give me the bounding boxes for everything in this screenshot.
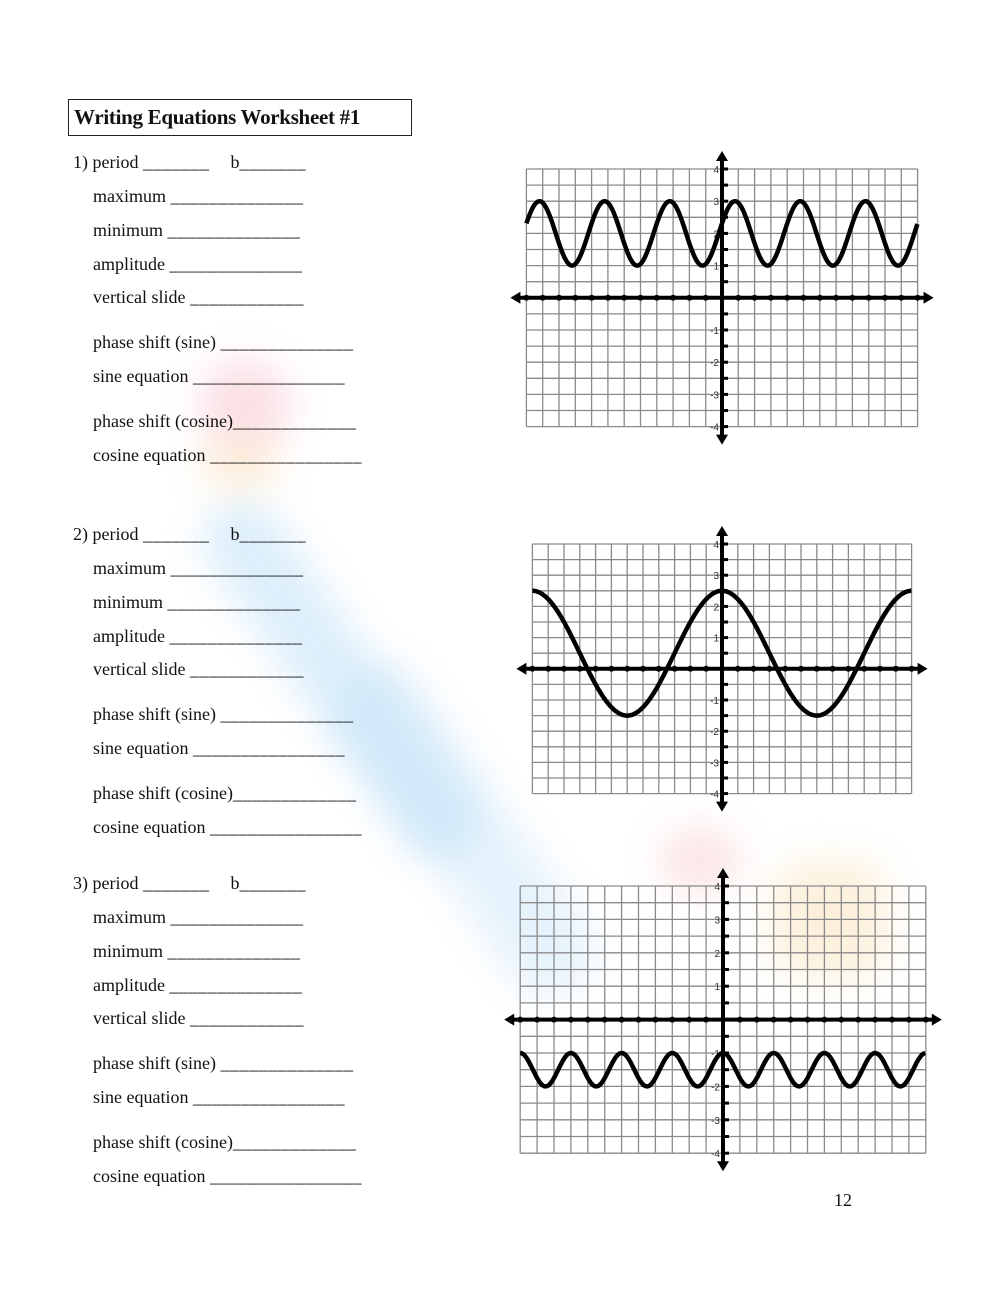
amplitude-label: amplitude — [93, 626, 165, 646]
phase-shift-sine-answer-blank[interactable]: ______________ — [220, 704, 354, 724]
amplitude-row — [93, 975, 302, 996]
x-axis-left-arrow-icon — [510, 292, 520, 304]
y-axis-down-arrow-icon — [717, 1161, 729, 1171]
minimum-row — [93, 592, 301, 613]
cosine-equation-row — [93, 445, 362, 466]
graph-2 — [512, 525, 932, 813]
svg-text:4: 4 — [714, 882, 720, 893]
vertical-slide-row — [93, 287, 304, 308]
b-label: b — [230, 873, 240, 893]
minimum-answer-blank[interactable]: ______________ — [167, 220, 301, 240]
amplitude-label: amplitude — [93, 254, 165, 274]
maximum-label: maximum — [93, 907, 166, 927]
sine-equation-row — [93, 1087, 345, 1108]
period-row — [73, 873, 306, 894]
vertical-slide-answer-blank[interactable]: ____________ — [189, 1008, 304, 1028]
minimum-label: minimum — [93, 592, 164, 612]
svg-text:3: 3 — [713, 197, 719, 209]
b-answer-blank[interactable]: _______ — [239, 524, 306, 544]
svg-text:-4: -4 — [711, 1149, 720, 1161]
svg-text:4: 4 — [713, 540, 719, 551]
amplitude-answer-blank[interactable]: ______________ — [169, 975, 303, 995]
period-label: period — [92, 873, 139, 893]
phase-shift-sine-label: phase shift (sine) — [93, 1053, 216, 1073]
phase-shift-cosine-row — [93, 1132, 356, 1153]
cosine-equation-answer-blank[interactable]: ________________ — [209, 817, 362, 837]
sine-equation-label: sine equation — [93, 366, 189, 386]
phase-shift-cosine-answer-blank[interactable]: _____________ — [232, 411, 357, 431]
worksheet-title-box — [68, 99, 412, 136]
svg-text:-2: -2 — [710, 727, 719, 739]
svg-text:-3: -3 — [710, 390, 719, 402]
amplitude-label: amplitude — [93, 975, 165, 995]
period-label: period — [92, 524, 139, 544]
sine-equation-answer-blank[interactable]: ________________ — [192, 366, 345, 386]
svg-text:1: 1 — [714, 982, 720, 994]
phase-shift-cosine-answer-blank[interactable]: _____________ — [232, 1132, 357, 1152]
y-axis-up-arrow-icon — [717, 868, 729, 878]
minimum-row — [93, 941, 301, 962]
vertical-slide-label: vertical slide — [93, 287, 186, 307]
phase-shift-sine-row — [93, 704, 353, 725]
period-row — [73, 152, 306, 173]
maximum-row — [93, 186, 304, 207]
axes — [504, 868, 942, 1171]
phase-shift-cosine-row — [93, 783, 356, 804]
sine-equation-row — [93, 738, 345, 759]
minimum-answer-blank[interactable]: ______________ — [167, 941, 301, 961]
svg-text:3: 3 — [714, 915, 720, 927]
svg-text:-3: -3 — [710, 758, 719, 770]
svg-text:-4: -4 — [710, 789, 719, 801]
amplitude-row — [93, 626, 302, 647]
phase-shift-sine-label: phase shift (sine) — [93, 704, 216, 724]
amplitude-answer-blank[interactable]: ______________ — [169, 626, 303, 646]
y-axis-up-arrow-icon — [716, 151, 728, 161]
x-axis-left-arrow-icon — [504, 1014, 514, 1026]
axes — [516, 526, 927, 812]
worksheet-title: Writing Equations Worksheet #1 — [74, 105, 361, 129]
phase-shift-sine-answer-blank[interactable]: ______________ — [220, 332, 354, 352]
sine-equation-label: sine equation — [93, 738, 189, 758]
cosine-equation-answer-blank[interactable]: ________________ — [209, 445, 362, 465]
graph-1 — [506, 150, 936, 445]
maximum-answer-blank[interactable]: ______________ — [170, 558, 304, 578]
svg-text:-3: -3 — [711, 1115, 720, 1127]
phase-shift-cosine-answer-blank[interactable]: _____________ — [232, 783, 357, 803]
svg-text:-1: -1 — [711, 1049, 720, 1060]
vertical-slide-label: vertical slide — [93, 1008, 186, 1028]
maximum-label: maximum — [93, 558, 166, 578]
phase-shift-cosine-row — [93, 411, 356, 432]
period-row — [73, 524, 306, 545]
period-answer-blank[interactable]: _______ — [142, 152, 210, 172]
svg-text:-2: -2 — [711, 1082, 720, 1094]
problem-number: 2) — [73, 524, 88, 544]
maximum-row — [93, 558, 304, 579]
problem-number: 1) — [73, 152, 88, 172]
svg-text:2: 2 — [713, 602, 719, 614]
page-number: 12 — [834, 1190, 852, 1210]
cosine-equation-label: cosine equation — [93, 817, 206, 837]
y-axis-down-arrow-icon — [716, 435, 728, 445]
phase-shift-sine-label: phase shift (sine) — [93, 332, 216, 352]
svg-text:1: 1 — [713, 261, 719, 273]
minimum-row — [93, 220, 301, 241]
svg-text:4: 4 — [713, 165, 719, 176]
phase-shift-sine-row — [93, 332, 353, 353]
vertical-slide-answer-blank[interactable]: ____________ — [189, 659, 304, 679]
y-axis-up-arrow-icon — [716, 526, 728, 536]
svg-text:3: 3 — [713, 571, 719, 583]
period-label: period — [92, 152, 139, 172]
period-answer-blank[interactable]: _______ — [142, 524, 210, 544]
sine-equation-answer-blank[interactable]: ________________ — [192, 738, 345, 758]
minimum-label: minimum — [93, 220, 164, 240]
cosine-equation-label: cosine equation — [93, 445, 206, 465]
phase-shift-sine-answer-blank[interactable]: ______________ — [220, 1053, 354, 1073]
maximum-row — [93, 907, 304, 928]
graph-3 — [500, 866, 948, 1174]
x-axis-right-arrow-icon — [918, 663, 928, 675]
x-axis-left-arrow-icon — [516, 663, 526, 675]
amplitude-row — [93, 254, 302, 275]
sine-equation-answer-blank[interactable]: ________________ — [192, 1087, 345, 1107]
svg-text:-1: -1 — [710, 326, 719, 337]
x-axis-right-arrow-icon — [924, 292, 934, 304]
phase-shift-cosine-label: phase shift (cosine) — [93, 783, 233, 803]
svg-text:2: 2 — [714, 948, 720, 960]
phase-shift-cosine-label: phase shift (cosine) — [93, 1132, 233, 1152]
cosine-equation-row — [93, 1166, 362, 1187]
amplitude-answer-blank[interactable]: ______________ — [169, 254, 303, 274]
y-axis-down-arrow-icon — [716, 802, 728, 812]
phase-shift-sine-row — [93, 1053, 353, 1074]
vertical-slide-answer-blank[interactable]: ____________ — [189, 287, 304, 307]
maximum-answer-blank[interactable]: ______________ — [170, 907, 304, 927]
b-answer-blank[interactable]: _______ — [239, 152, 306, 172]
b-label: b — [230, 524, 240, 544]
svg-text:2: 2 — [713, 229, 719, 241]
b-label: b — [230, 152, 240, 172]
x-axis-right-arrow-icon — [932, 1014, 942, 1026]
minimum-label: minimum — [93, 941, 164, 961]
cosine-equation-label: cosine equation — [93, 1166, 206, 1186]
period-answer-blank[interactable]: _______ — [142, 873, 210, 893]
svg-text:-4: -4 — [710, 422, 719, 434]
problem-number: 3) — [73, 873, 88, 893]
minimum-answer-blank[interactable]: ______________ — [167, 592, 301, 612]
axes — [510, 151, 933, 445]
svg-text:-2: -2 — [710, 358, 719, 370]
cosine-equation-row — [93, 817, 362, 838]
vertical-slide-row — [93, 659, 304, 680]
cosine-equation-answer-blank[interactable]: ________________ — [209, 1166, 362, 1186]
vertical-slide-label: vertical slide — [93, 659, 186, 679]
phase-shift-cosine-label: phase shift (cosine) — [93, 411, 233, 431]
maximum-label: maximum — [93, 186, 166, 206]
b-answer-blank[interactable]: _______ — [239, 873, 306, 893]
sine-equation-row — [93, 366, 345, 387]
svg-text:1: 1 — [713, 633, 719, 645]
vertical-slide-row — [93, 1008, 304, 1029]
maximum-answer-blank[interactable]: ______________ — [170, 186, 304, 206]
svg-text:-1: -1 — [710, 696, 719, 707]
sine-equation-label: sine equation — [93, 1087, 189, 1107]
